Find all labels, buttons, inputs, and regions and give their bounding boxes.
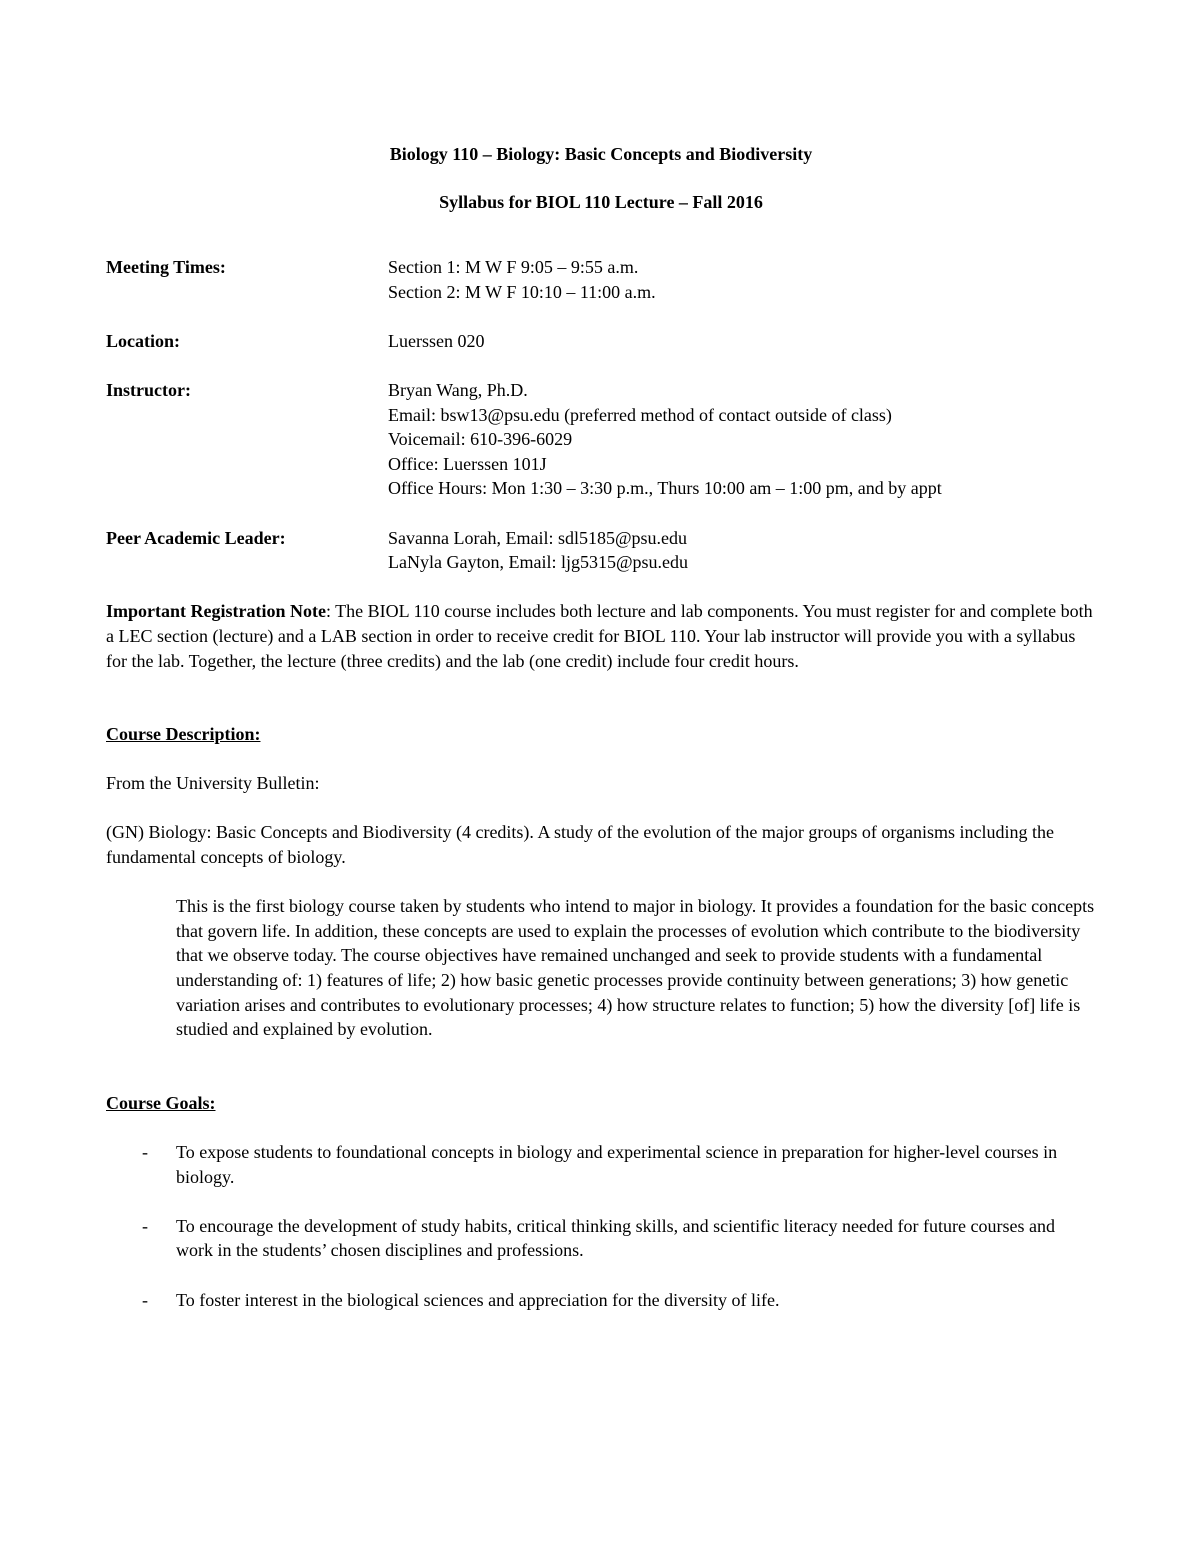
instructor-office-hours: Office Hours: Mon 1:30 – 3:30 p.m., Thurs 10:00 am – 1:00 pm, and by appt xyxy=(388,478,942,499)
course-description-heading: Course Description: xyxy=(106,724,261,745)
list-item xyxy=(106,1214,1096,1263)
instructor-label: Instructor: xyxy=(106,379,191,400)
location-label: Location: xyxy=(106,330,180,351)
course-goals-list xyxy=(106,1140,1096,1312)
list-item xyxy=(106,1288,1096,1313)
section-1-time: Section 1: M W F 9:05 – 9:55 a.m. xyxy=(388,257,639,277)
section-2-time: Section 2: M W F 10:10 – 11:00 a.m. xyxy=(388,281,656,302)
bullet-dash: - xyxy=(142,1142,148,1162)
peer-leader-label: Peer Academic Leader: xyxy=(106,527,286,548)
peer-leader-row xyxy=(106,526,1096,575)
document-title: Biology 110 – Biology: Basic Concepts and Biodiversity xyxy=(389,144,813,164)
bullet-dash: - xyxy=(142,1215,148,1236)
location-row xyxy=(106,329,1096,354)
list-item xyxy=(106,1140,1096,1189)
instructor-value xyxy=(388,378,1096,501)
instructor-office: Office: Luerssen 101J xyxy=(388,453,547,474)
registration-note-label: Important Registration Note xyxy=(106,601,326,622)
registration-note xyxy=(106,599,1096,673)
document-subtitle: Syllabus for BIOL 110 Lecture – Fall 2016 xyxy=(439,192,763,212)
instructor-row xyxy=(106,378,1096,501)
peer-leader-2: LaNyla Gayton, Email: ljg5315@psu.edu xyxy=(388,552,689,573)
bulletin-entry: (GN) Biology: Basic Concepts and Biodiversity (4 credits). A study of the evolution of the major groups of organisms including the fundamental concepts of biology. xyxy=(106,822,1055,868)
meeting-times-label: Meeting Times: xyxy=(106,257,226,277)
meeting-times-value xyxy=(388,255,1096,304)
instructor-name: Bryan Wang, Ph.D. xyxy=(388,379,528,400)
goal-text: To encourage the development of study habits, critical thinking skills, and scientific literacy needed for future courses and work in the students’ chosen disciplines and professions. xyxy=(176,1215,1055,1261)
location-room: Luerssen 020 xyxy=(388,330,485,351)
goal-text: To expose students to foundational concepts in biology and experimental science in preparation for higher-level courses in biology. xyxy=(176,1142,1058,1187)
syllabus-page xyxy=(106,141,1096,1337)
meeting-times-row xyxy=(106,255,1096,304)
course-info-table xyxy=(106,255,1096,575)
registration-note-text: : The BIOL 110 course includes both lecture and lab components. You must register for and complete both a LEC section (lecture) and a LAB section in order to receive credit for BIOL 110. Your lab instructor will provide you with a syllabus for the lab. Together, the lecture (three credits) and the lab (one credit) include four credit hours. xyxy=(106,601,1093,671)
location-value xyxy=(388,329,1096,354)
course-description-quote: This is the first biology course taken by students who intend to major in biology. It provides a foundation for the basic concepts that govern life. In addition, these concepts are used to explain the processes of evolution which contribute to the biodiversity that we observe today. The course objectives have remained unchanged and seek to provide students with a fundamental understanding of: 1) features of life; 2) how basic genetic processes provide continuity between generations; 3) how genetic variation arises and contributes to evolutionary processes; 4) how structure relates to function; 5) how the diversity [of] life is studied and explained by evolution. xyxy=(176,896,1095,1040)
instructor-email: Email: bsw13@psu.edu (preferred method of contact outside of class) xyxy=(388,404,892,425)
bulletin-intro: From the University Bulletin: xyxy=(106,773,320,794)
peer-leader-value xyxy=(388,526,1096,575)
bullet-dash: - xyxy=(142,1289,148,1310)
course-goals-heading: Course Goals: xyxy=(106,1092,216,1113)
goal-text: To foster interest in the biological sciences and appreciation for the diversity of life. xyxy=(176,1289,780,1310)
peer-leader-1: Savanna Lorah, Email: sdl5185@psu.edu xyxy=(388,527,688,548)
instructor-voicemail: Voicemail: 610-396-6029 xyxy=(388,429,573,450)
